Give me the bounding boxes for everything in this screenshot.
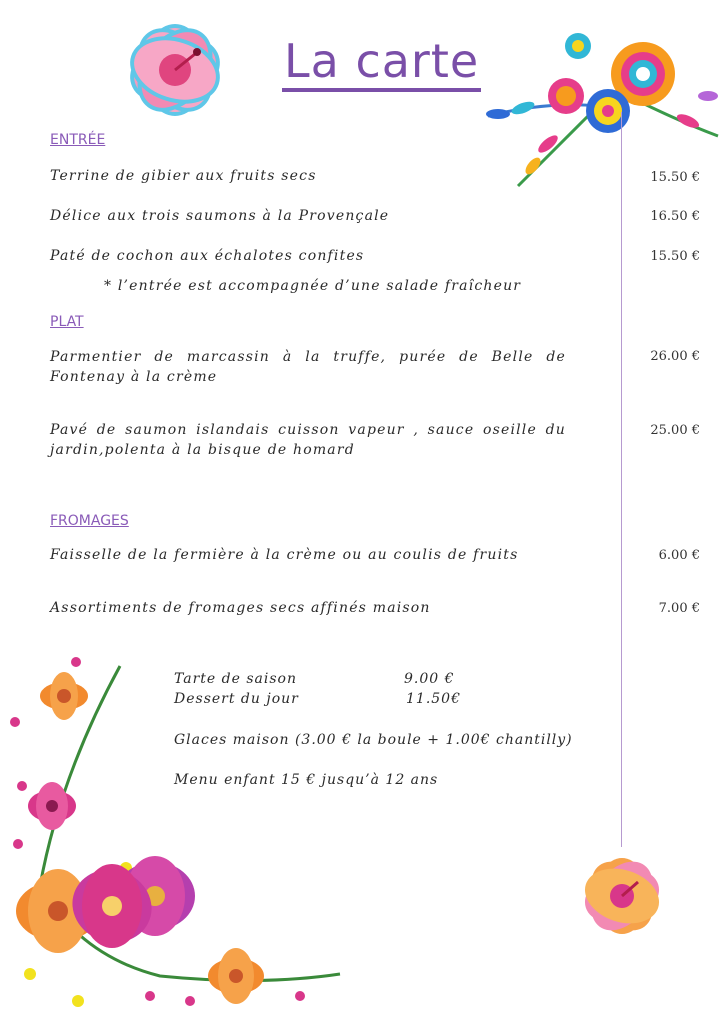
dessert-tarte-price: 9.00 € — [404, 671, 455, 687]
plat-item-1: Parmentier de marcassin à la truffe, purée de Belle de Fontenay à la crème — [50, 349, 566, 385]
entree-price-1: 15.50 € — [650, 170, 700, 185]
entree-note: * l’entrée est accompagnée d’une salade fraîcheur — [104, 278, 522, 294]
plat-price-2: 25.00 € — [650, 423, 700, 438]
fromages-item-1: Faisselle de la fermière à la crème ou au coulis de fruits — [50, 547, 519, 563]
hibiscus-bottom-right-icon — [566, 844, 678, 949]
section-fromages: FROMAGES — [50, 513, 129, 529]
entree-price-2: 16.50 € — [650, 209, 700, 224]
page-title: La carte — [282, 34, 481, 92]
menu-enfant: Menu enfant 15 € jusqu’à 12 ans — [174, 772, 439, 788]
hibiscus-top-left-icon — [110, 8, 240, 133]
fromages-price-2: 7.00 € — [658, 601, 700, 616]
dessert-du-jour-price: 11.50€ — [406, 691, 461, 707]
plat-price-1: 26.00 € — [650, 349, 700, 364]
dessert-du-jour: Dessert du jour — [174, 691, 299, 707]
entree-item-1: Terrine de gibier aux fruits secs — [50, 168, 317, 184]
section-entree: ENTRÉE — [50, 132, 106, 148]
floral-corner-bottom-left-icon — [0, 656, 345, 1016]
plat-item-2: Pavé de saumon islandais cuisson vapeur , sauce oseille du jardin,polenta à la bisque de homard — [50, 422, 566, 458]
dessert-tarte: Tarte de saison — [174, 671, 297, 687]
entree-price-3: 15.50 € — [650, 249, 700, 264]
fromages-item-2: Assortiments de fromages secs affinés maison — [50, 600, 431, 616]
entree-item-3: Paté de cochon aux échalotes confites — [50, 248, 365, 264]
dessert-glaces: Glaces maison (3.00 € la boule + 1.00€ chantilly) — [174, 732, 573, 748]
section-plat: PLAT — [50, 314, 84, 330]
fromages-price-1: 6.00 € — [658, 548, 700, 563]
entree-item-2: Délice aux trois saumons à la Provençale — [50, 208, 390, 224]
